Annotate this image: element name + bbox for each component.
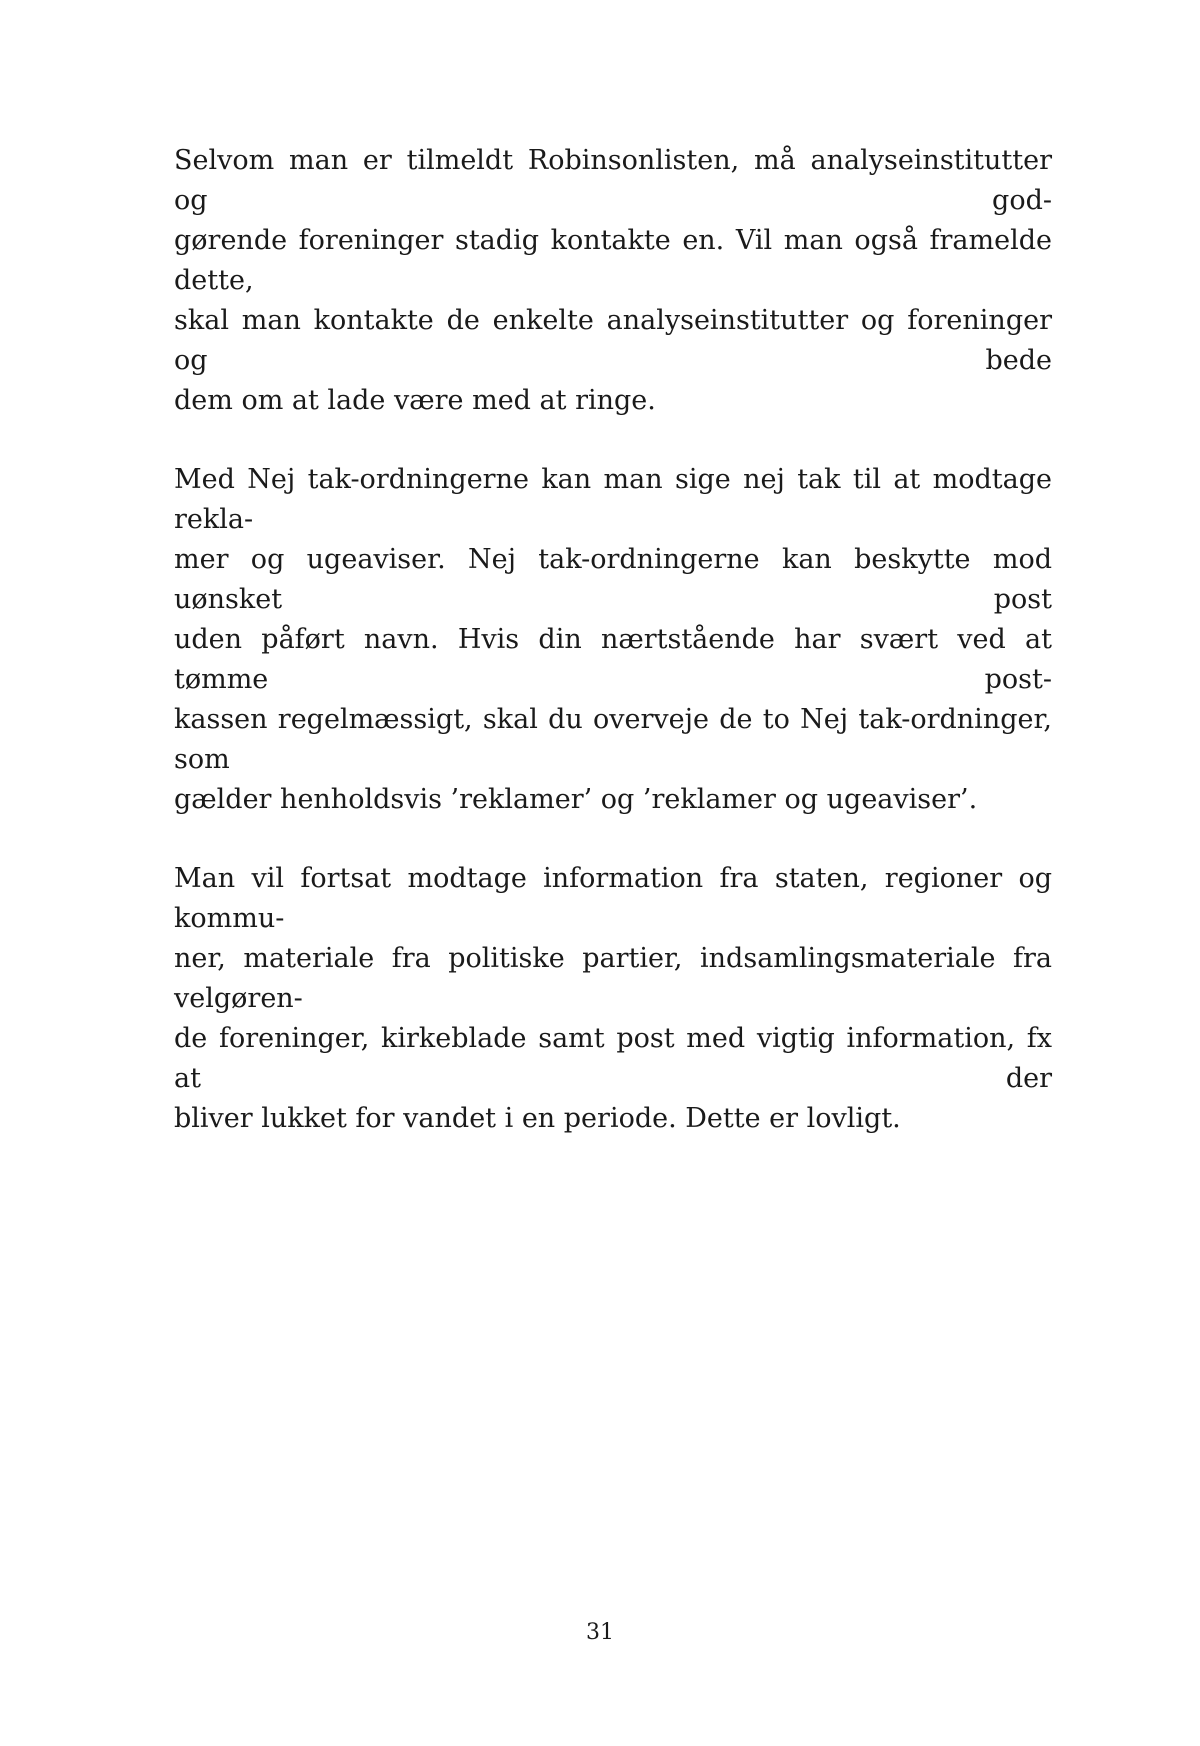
text-line: Man vil fortsat modtage information fra staten, regioner og kommu- bbox=[174, 863, 1052, 934]
text-line: Med Nej tak-ordningerne kan man sige nej tak til at modtage rekla- bbox=[174, 464, 1052, 535]
text-line: dem om at lade være med at ringe. bbox=[174, 385, 656, 416]
text-line: skal man kontakte de enkelte analyseinstitutter og foreninger og bede bbox=[174, 305, 1052, 376]
paragraph-information bbox=[174, 859, 1052, 1139]
paragraph-nej-tak bbox=[174, 460, 1052, 820]
text-line: gørende foreninger stadig kontakte en. Vil man også framelde dette, bbox=[174, 225, 1052, 296]
page-number: 31 bbox=[586, 1620, 614, 1645]
text-line: Selvom man er tilmeldt Robinsonlisten, må analyseinstitutter og god- bbox=[174, 145, 1052, 216]
paragraph-robinson bbox=[174, 141, 1052, 421]
text-line: ner, materiale fra politiske partier, indsamlingsmateriale fra velgøren- bbox=[174, 943, 1052, 1014]
text-line: uden påført navn. Hvis din nærtstående har svært ved at tømme post- bbox=[174, 624, 1052, 695]
text-line: gælder henholdsvis ’reklamer’ og ’reklamer og ugeaviser’. bbox=[174, 784, 978, 815]
text-line: kassen regelmæssigt, skal du overveje de to Nej tak-ordninger, som bbox=[174, 704, 1052, 775]
text-line: de foreninger, kirkeblade samt post med vigtig information, fx at der bbox=[174, 1023, 1052, 1094]
text-line: mer og ugeaviser. Nej tak-ordningerne kan beskytte mod uønsket post bbox=[174, 544, 1052, 615]
body-text bbox=[174, 141, 1052, 1178]
text-line: bliver lukket for vandet i en periode. Dette er lovligt. bbox=[174, 1103, 901, 1134]
